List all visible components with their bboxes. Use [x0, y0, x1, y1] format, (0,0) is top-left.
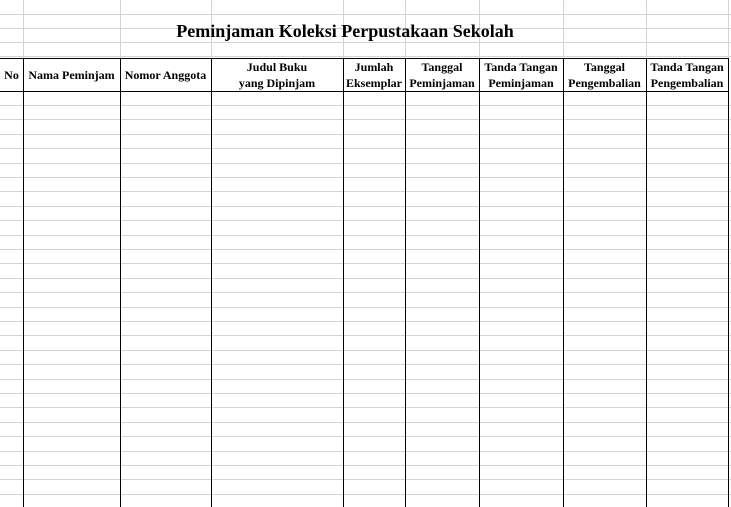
table-row[interactable] [0, 466, 731, 480]
table-row[interactable] [0, 92, 731, 106]
table-row[interactable] [0, 265, 731, 279]
table-border-horizontal [0, 58, 729, 59]
table-row[interactable] [0, 250, 731, 264]
table-row[interactable] [0, 438, 731, 452]
header-cell-tanggal-pengembalian[interactable] [563, 58, 646, 91]
table-row[interactable] [0, 452, 731, 466]
table-row[interactable] [0, 423, 731, 437]
table-row[interactable] [0, 337, 731, 351]
table-row[interactable] [0, 193, 731, 207]
header-text: Tanda Tangan [484, 59, 558, 74]
table-row[interactable] [0, 236, 731, 250]
table-row[interactable] [0, 207, 731, 221]
header-cell-tanggal-peminjaman[interactable] [405, 58, 479, 91]
table-row[interactable] [0, 308, 731, 322]
header-text: Jumlah [354, 59, 394, 74]
header-text: No [4, 67, 19, 82]
table-row[interactable] [0, 394, 731, 408]
table-row[interactable] [0, 322, 731, 336]
table-row[interactable] [0, 294, 731, 308]
table-row[interactable] [0, 121, 731, 135]
table-row[interactable] [0, 351, 731, 365]
table-header-row [0, 58, 731, 91]
header-cell-ttd-peminjaman[interactable] [479, 58, 563, 91]
header-text: Tanggal [584, 59, 625, 74]
table-row[interactable] [0, 222, 731, 236]
header-text: Eksemplar [345, 75, 402, 90]
table-row[interactable] [0, 178, 731, 192]
table-row[interactable] [0, 481, 731, 495]
header-cell-jumlah-eksemplar[interactable] [343, 58, 405, 91]
header-cell-ttd-pengembalian[interactable] [646, 58, 728, 91]
header-cell-judul-buku[interactable] [211, 58, 343, 91]
table-row[interactable] [0, 409, 731, 423]
header-text: Tanda Tangan [650, 59, 724, 74]
table-row[interactable] [0, 150, 731, 164]
header-text: Tanggal [421, 59, 463, 74]
table-row[interactable] [0, 366, 731, 380]
header-text: Nomor Anggota [124, 67, 207, 82]
header-text: Peminjaman [409, 75, 475, 90]
header-text: Pengembalian [650, 75, 724, 90]
header-cell-nomor-anggota[interactable] [120, 58, 211, 91]
sheet-title: Peminjaman Koleksi Perpustakaan Sekolah [176, 21, 514, 41]
row-gridline [0, 14, 731, 15]
row-gridline [0, 56, 731, 57]
table-row[interactable] [0, 106, 731, 120]
table-row[interactable] [0, 135, 731, 149]
table-row[interactable] [0, 164, 731, 178]
table-row[interactable] [0, 279, 731, 293]
table-row[interactable] [0, 380, 731, 394]
header-text: Pengembalian [568, 75, 641, 90]
header-text: Peminjaman [488, 75, 554, 90]
header-text: Nama Peminjam [28, 67, 115, 82]
header-cell-nama-peminjam[interactable] [23, 58, 120, 91]
row-gridline [0, 42, 731, 43]
header-text: yang Dipinjam [238, 75, 316, 90]
header-text: Judul Buku [246, 59, 308, 74]
header-cell-no[interactable] [0, 58, 23, 91]
